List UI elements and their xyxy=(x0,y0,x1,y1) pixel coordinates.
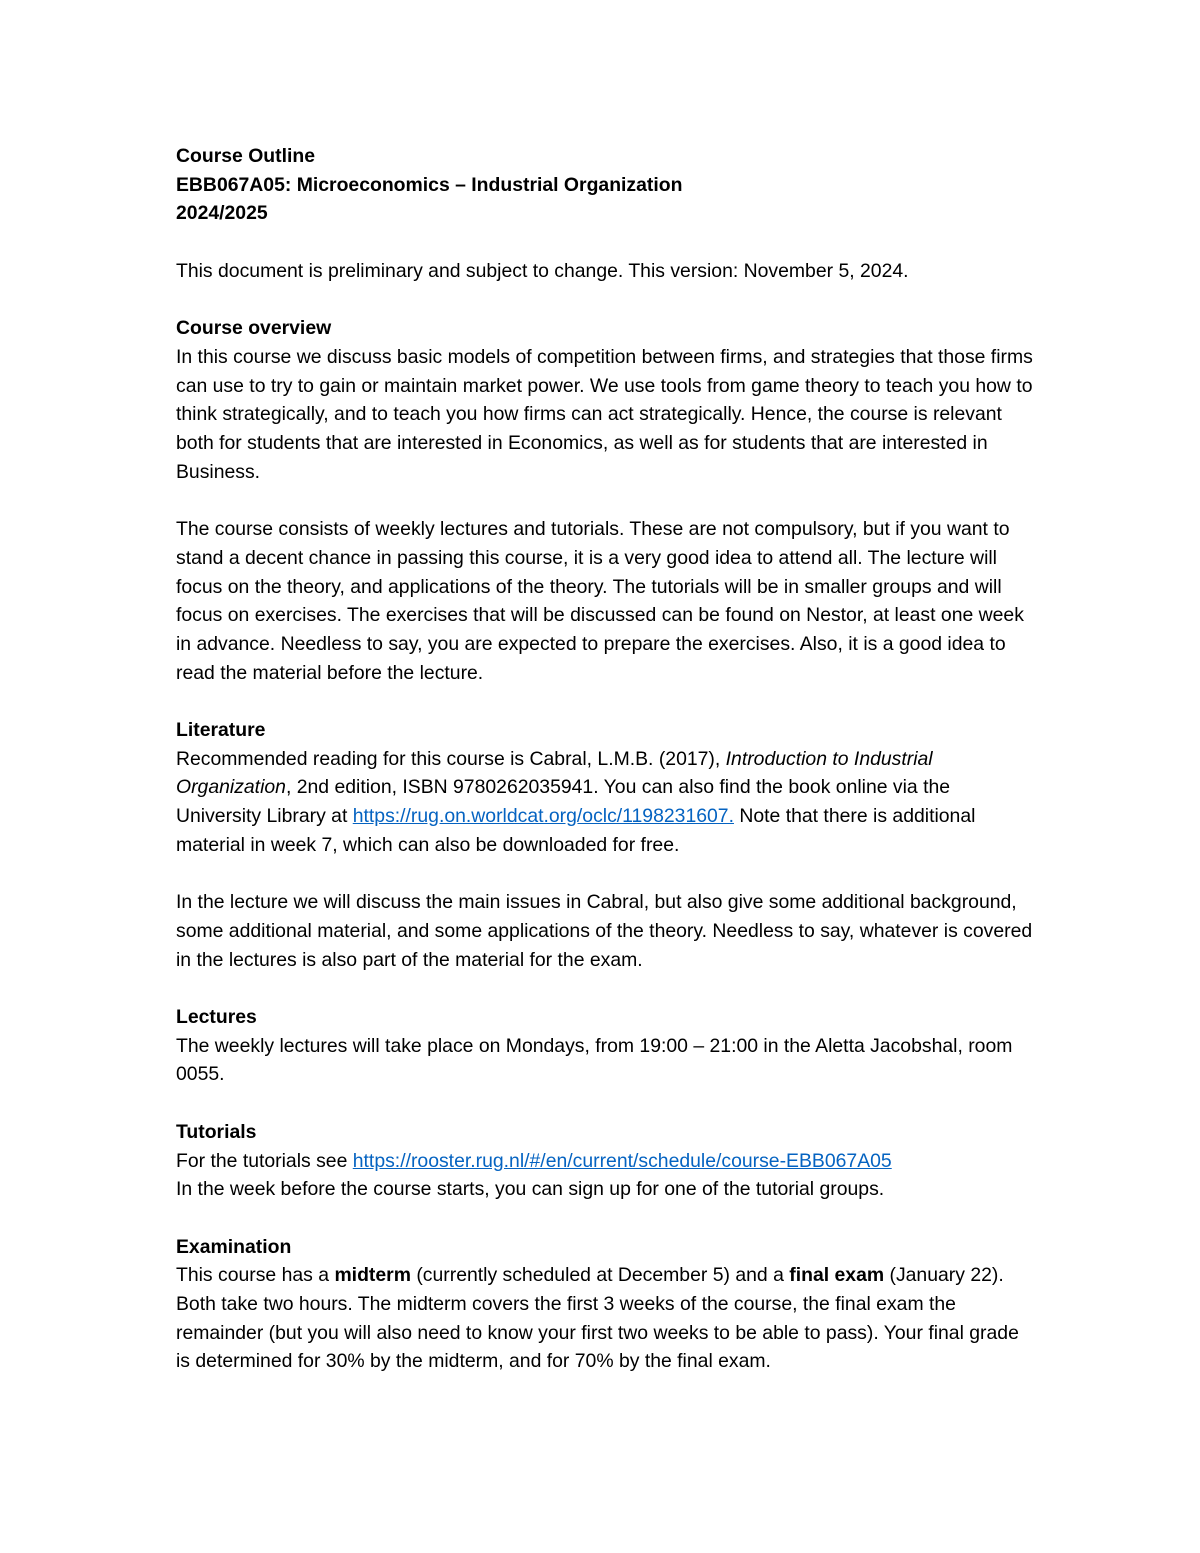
academic-year: 2024/2025 xyxy=(176,202,268,225)
literature-heading: Literature xyxy=(176,719,266,741)
overview-section xyxy=(176,314,1036,486)
examination-section xyxy=(176,1233,1036,1377)
final-exam-term: final exam xyxy=(789,1264,885,1287)
overview-heading: Course overview xyxy=(176,317,332,340)
preliminary-notice: This document is preliminary and subject to change. This version: November 5, 2024. xyxy=(176,259,909,282)
literature-text-a: Recommended reading for this course is Cabral, L.M.B. (2017), xyxy=(176,747,726,770)
overview-paragraph-1: In this course we discuss basic models of competition between firms, and strategies that those firms can use to try to gain or maintain market power. We use tools from game theory to teach you how to think strategically, and to teach you how firms can act strategically. Hence, the course is relevant both for students that are interested in Economics, as well as for students that are interested in Business. xyxy=(176,345,1033,483)
tutorials-heading: Tutorials xyxy=(176,1120,257,1143)
course-name: EBB067A05: Microeconomics – Industrial Organization xyxy=(176,173,683,196)
literature-text-b: , 2nd edition, ISBN 9780262035941. You can also find the book online via the University Library at xyxy=(176,776,951,828)
document-body xyxy=(176,142,1036,1376)
lectures-section xyxy=(176,1003,1036,1089)
tutorials-section xyxy=(176,1118,1036,1204)
exam-text-a: This course has a xyxy=(176,1264,335,1287)
literature-section xyxy=(176,716,1036,860)
exam-text-c: (January 22). Both take two hours. The midterm covers the first 3 weeks of the course, the final exam the remainder (but you will also need to know your first two weeks to be able to pass). Your final grade is determined for 30% by the midterm, and for 70% by the final exam. xyxy=(176,1264,1019,1373)
document-title: Course Outline xyxy=(176,145,315,167)
literature-text-c: Note that there is additional material in week 7, which can also be downloaded for free. xyxy=(176,805,976,856)
examination-heading: Examination xyxy=(176,1235,292,1258)
lectures-paragraph: The weekly lectures will take place on Mondays, from 19:00 – 21:00 in the Aletta Jacobshal, room 0055. xyxy=(176,1034,1013,1086)
book-title: Introduction to Industrial Organization xyxy=(176,747,933,799)
document-header xyxy=(176,142,1036,228)
tutorials-signup: In the week before the course starts, you can sign up for one of the tutorial groups. xyxy=(176,1178,885,1201)
exam-text-b: (currently scheduled at December 5) and a xyxy=(410,1264,790,1287)
literature-paragraph-2: In the lecture we will discuss the main issues in Cabral, but also give some additional background, some additional material, and some applications of the theory. Needless to say, whatever is covered in the lectures is also part of the material for the exam. xyxy=(176,891,1033,971)
overview-paragraph-2: The course consists of weekly lectures and tutorials. These are not compulsory, but if you want to stand a decent chance in passing this course, it is a very good idea to attend all. The lecture will focus on the theory, and applications of the theory. The tutorials will be in smaller groups and will focus on exercises. The exercises that will be discussed can be found on Nestor, at least one week in advance. Needless to say, you are expected to prepare the exercises. Also, it is a good idea to read the material before the lecture. xyxy=(176,518,1024,684)
midterm-term: midterm xyxy=(334,1264,411,1287)
lectures-heading: Lectures xyxy=(176,1006,257,1028)
rooster-link[interactable]: https://rooster.rug.nl/#/en/current/schedule/course-EBB067A05 xyxy=(352,1149,892,1172)
tutorials-line-1 xyxy=(176,1147,1036,1176)
worldcat-link[interactable]: https://rug.on.worldcat.org/oclc/1198231607. xyxy=(352,805,734,828)
tutorials-text-a: For the tutorials see xyxy=(176,1149,353,1172)
